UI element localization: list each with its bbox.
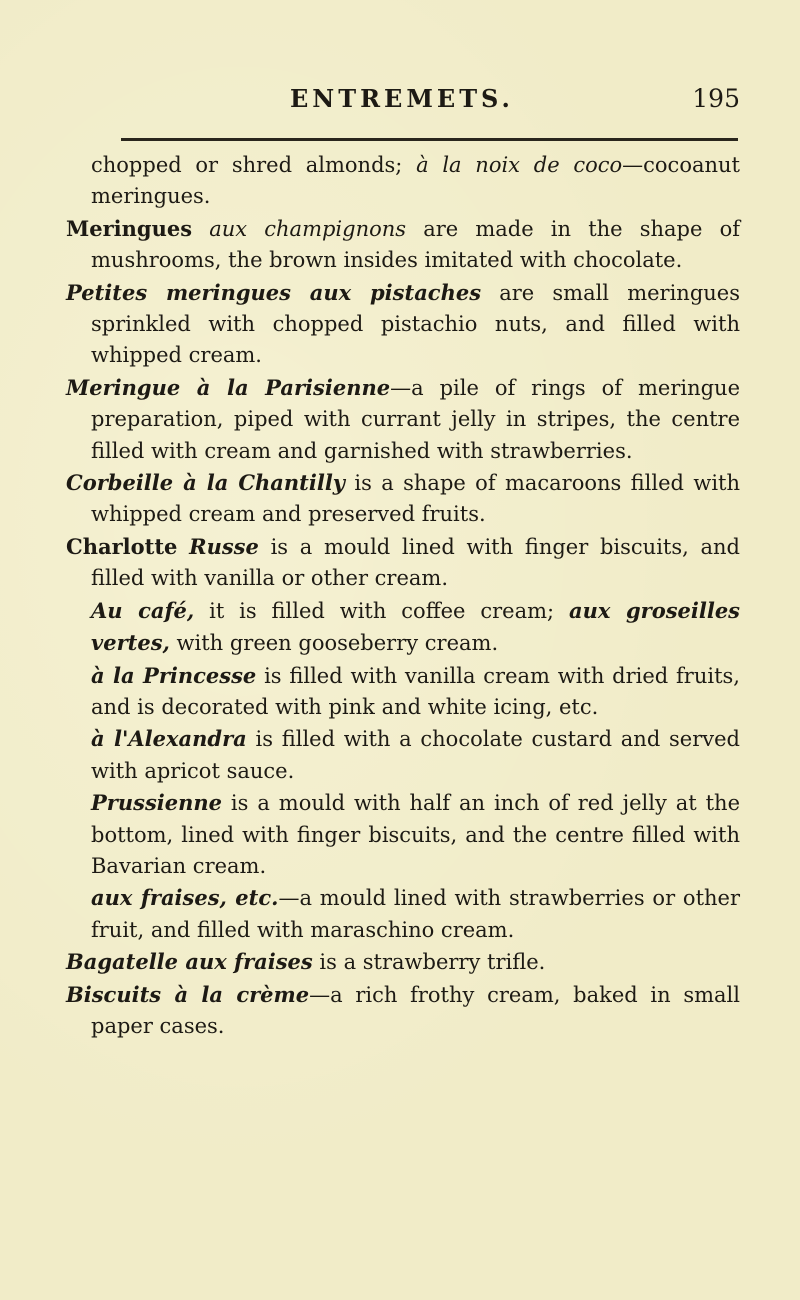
entry-text: are made in the shape of mushrooms, the brown insides imitated with chocolate. [91,216,740,273]
entry-aux-fraises [66,882,740,946]
entry-text: —a rich frothy cream, baked in small paper cases. [91,982,740,1038]
entry-corbeille-chantilly [66,467,740,531]
entry-meringues-champignons [66,213,740,277]
entry-term: Charlotte [66,533,178,559]
entry-term: Corbeille à la Chantilly [66,470,346,496]
entry-text: is filled with vanilla cream with dried fruits, and is decorated with pink and white icing, etc. [91,663,740,719]
entry-italic: Russe [189,533,259,559]
entry-petites-meringues [66,277,740,372]
entry-term: Prussienne [91,790,223,816]
entry-term: Au café, [91,597,195,623]
entry-charlotte-russe [66,531,740,595]
entry-text: chopped or shred almonds; [91,153,417,177]
entry-bagatelle [66,946,740,978]
entry-term: à la Princesse [91,662,257,688]
header-rule [121,138,738,141]
page-number: 195 [692,84,740,113]
running-head [120,84,740,124]
entry-term: Meringues [66,215,193,241]
entry-text: is a strawberry trifle. [312,950,546,975]
entry-term: à l'Alexandra [91,726,247,752]
entry-au-cafe [66,595,740,660]
entry-text: is a shape of macaroons filled with whipped cream and preserved fruits. [91,471,740,527]
entry-text: it is filled with coffee cream; [194,598,570,623]
entry-prussienne [66,787,740,882]
entry-term: Bagatelle aux fraises [66,949,313,975]
entry-italic: à la noix de coco [416,153,623,177]
entry-text: are small meringues sprinkled with chopped pistachio nuts, and filled with whipped cream. [91,280,740,368]
entry-a-l-alexandra [66,723,740,787]
entry-text: —cocoanut meringues. [91,153,740,209]
entry-italic: aux groseilles vertes, [91,597,740,656]
entry-text: is filled with a chocolate custard and served with apricot sauce. [91,727,740,783]
entry-meringue-parisienne [66,372,740,467]
entry-text: —a pile of rings of meringue preparation, piped with currant jelly in stripes, the centre filled with cream and garnished with strawberries. [91,375,741,463]
entry-biscuits-creme [66,979,740,1043]
entry-term: Biscuits à la crème [66,981,310,1007]
entry-text: —a mould lined with strawberries or other fruit, and filled with maraschino cream. [91,886,740,942]
entry-term: Meringue à la Parisienne [66,374,391,400]
entry-a-la-princesse [66,660,740,724]
entry-text: is a mould with half an inch of red jelly at the bottom, lined with finger biscuits, and the centre filled with Bavarian cream. [91,791,740,878]
text-body [66,150,740,1042]
entry-text: is a mould lined with finger biscuits, and filled with vanilla or other cream. [91,534,740,591]
entry-text: with green gooseberry cream. [169,631,499,656]
entry-continuation [66,150,740,213]
entry-italic: aux champignons [209,216,407,241]
entry-term: Petites meringues aux pistaches [66,279,482,305]
running-title: ENTREMETS. [290,84,514,113]
entry-term: aux fraises, etc. [91,885,279,911]
